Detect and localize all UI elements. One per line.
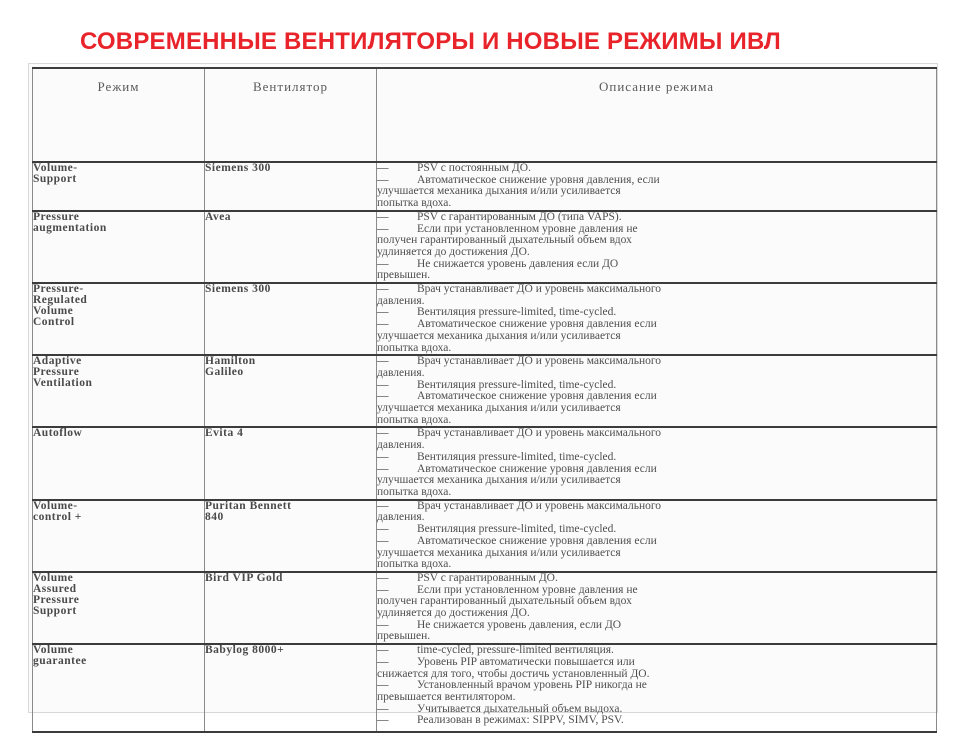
description-text: попытка вдоха. <box>377 197 452 210</box>
description-line <box>377 536 936 548</box>
bullet-dash: — <box>377 571 389 584</box>
description-cell <box>377 427 937 499</box>
description-line <box>377 475 936 487</box>
description-text: Автоматическое снижение уровня давления если <box>417 462 657 475</box>
bullet-dash: — <box>377 583 389 596</box>
ventilator-name-line: Siemens 300 <box>205 162 271 174</box>
ventilator-name-line: Hamilton <box>205 355 256 368</box>
description-text: Реализован в режимах: SIPPV, SIMV, PSV. <box>417 714 624 727</box>
description-text: PSV с постоянным ДО. <box>417 162 531 174</box>
description-line <box>377 212 936 224</box>
description-line <box>377 368 936 380</box>
description-line <box>377 403 936 415</box>
mode-name-line: Support <box>33 604 77 617</box>
bullet-dash: — <box>377 210 389 223</box>
description-text: Уровень PIP автоматически повышается или <box>417 655 635 668</box>
bullet-dash: — <box>377 644 389 657</box>
mode-name-line: Pressure- <box>33 283 84 296</box>
description-cell <box>377 500 937 572</box>
description-text: Вентиляция pressure-limited, time-cycled. <box>417 523 617 536</box>
mode-cell <box>33 644 205 732</box>
description-text: попытка вдоха. <box>377 341 452 354</box>
bullet-dash: — <box>377 655 389 668</box>
description-text: удлиняется до достижения ДО. <box>377 607 530 620</box>
description-cell <box>377 644 937 732</box>
mode-name-line: Volume <box>33 644 74 657</box>
mode-name-line: Assured <box>33 582 77 595</box>
ventilator-name-line: Bird VIP Gold <box>205 571 283 584</box>
header-description: Описание режима <box>377 68 937 162</box>
description-text: Не снижается уровень давления если ДО <box>417 257 619 270</box>
ventilator-cell <box>205 211 377 283</box>
table-row <box>33 500 937 572</box>
bullet-dash: — <box>377 523 389 536</box>
description-text: превышен. <box>377 269 431 282</box>
ventilator-name-line: Avea <box>205 210 232 223</box>
description-text: Автоматическое снижение уровня давления, если <box>417 173 660 186</box>
ventilator-cell <box>205 283 377 355</box>
description-line <box>377 428 936 440</box>
mode-name-line: control + <box>33 510 82 523</box>
bullet-dash: — <box>377 222 389 235</box>
description-text: превышается вентилятором. <box>377 690 516 703</box>
description-text: Вентиляция pressure-limited, time-cycled. <box>417 450 617 463</box>
description-text: Автоматическое снижение уровня давления если <box>417 318 657 331</box>
bullet-dash: — <box>377 378 389 391</box>
description-line <box>377 501 936 513</box>
mode-cell <box>33 283 205 355</box>
description-text: Врач устанавливает ДО и уровень максимального <box>417 355 662 368</box>
description-cell <box>377 211 937 283</box>
description-line <box>377 163 936 175</box>
ventilator-cell <box>205 500 377 572</box>
description-text: Вентиляция pressure-limited, time-cycled. <box>417 378 617 391</box>
description-line <box>377 284 936 296</box>
mode-cell <box>33 572 205 644</box>
ventilator-cell <box>205 355 377 427</box>
description-text: попытка вдоха. <box>377 558 452 571</box>
mode-name-line: Autoflow <box>33 427 83 440</box>
scanned-table-image <box>28 63 938 727</box>
bullet-dash: — <box>377 462 389 475</box>
description-text: PSV с гарантированным ДО. <box>417 571 558 584</box>
slide-title: СОВРЕМЕННЫЕ ВЕНТИЛЯТОРЫ И НОВЫЕ РЕЖИМЫ ИВЛ <box>80 28 781 55</box>
description-text: Автоматическое снижение уровня давления если <box>417 534 657 547</box>
ventilator-cell <box>205 644 377 732</box>
mode-name-line: Volume <box>33 571 74 584</box>
mode-name-line: Ventilation <box>33 377 93 390</box>
description-text: улучшается механика дыхания и/или усиливается <box>377 185 621 198</box>
mode-cell <box>33 162 205 211</box>
table-row <box>33 355 937 427</box>
description-text: Врач устанавливает ДО и уровень максимального <box>417 283 662 296</box>
description-line <box>377 186 936 198</box>
mode-name-line: Pressure <box>33 593 80 606</box>
description-line <box>377 270 936 282</box>
description-text: Если при установленном уровне давления не <box>417 583 638 596</box>
description-text: давления. <box>377 294 425 307</box>
header-ventilator: Вентилятор <box>205 68 377 162</box>
description-text: улучшается механика дыхания и/или усиливается <box>377 546 621 559</box>
mode-name-line: Volume- <box>33 162 78 174</box>
description-line <box>377 608 936 620</box>
ventilator-cell <box>205 162 377 211</box>
ventilator-cell <box>205 572 377 644</box>
ventilator-cell <box>205 427 377 499</box>
mode-cell <box>33 427 205 499</box>
bullet-dash: — <box>377 173 389 186</box>
table-row <box>33 283 937 355</box>
description-text: снижается для того, чтобы достичь установленный ДО. <box>377 667 650 680</box>
table-header-row <box>33 68 937 162</box>
bullet-dash: — <box>377 450 389 463</box>
bullet-dash: — <box>377 257 389 270</box>
bullet-dash: — <box>377 534 389 547</box>
mode-name-line: Support <box>33 173 77 185</box>
bullet-dash: — <box>377 702 389 715</box>
description-line <box>377 657 936 669</box>
table-row <box>33 162 937 211</box>
mode-name-line: Pressure <box>33 366 80 379</box>
description-line <box>377 259 936 271</box>
ventilator-name-line: Babylog 8000+ <box>205 644 285 657</box>
table-body <box>33 162 937 732</box>
mode-name-line: Volume <box>33 305 74 318</box>
description-line <box>377 356 936 368</box>
bullet-dash: — <box>377 283 389 296</box>
description-line <box>377 415 936 427</box>
mode-name-line: guarantee <box>33 655 87 668</box>
bullet-dash: — <box>377 427 389 440</box>
description-text: Врач устанавливает ДО и уровень максимального <box>417 499 662 512</box>
bullet-dash: — <box>377 162 389 174</box>
description-cell <box>377 572 937 644</box>
description-line <box>377 198 936 210</box>
bullet-dash: — <box>377 499 389 512</box>
description-line <box>377 631 936 643</box>
description-text: превышен. <box>377 630 431 643</box>
description-cell <box>377 162 937 211</box>
bullet-dash: — <box>377 679 389 692</box>
description-line <box>377 573 936 585</box>
bullet-dash: — <box>377 318 389 331</box>
ventilator-name-line: Galileo <box>205 366 244 379</box>
bullet-dash: — <box>377 355 389 368</box>
mode-name-line: Volume- <box>33 499 78 512</box>
description-line <box>377 487 936 499</box>
description-line <box>377 715 936 727</box>
description-line <box>377 343 936 355</box>
description-line <box>377 331 936 343</box>
description-text: Установленный врачом уровень PIP никогда не <box>417 679 647 692</box>
description-line <box>377 452 936 464</box>
description-text: улучшается механика дыхания и/или усиливается <box>377 329 621 342</box>
description-text: улучшается механика дыхания и/или усиливается <box>377 402 621 415</box>
bullet-dash: — <box>377 618 389 631</box>
table-row <box>33 211 937 283</box>
description-text: time-cycled, pressure-limited вентиляция. <box>417 644 614 657</box>
description-text: удлиняется до достижения ДО. <box>377 245 530 258</box>
description-cell <box>377 355 937 427</box>
mode-name-line: augmentation <box>33 221 107 234</box>
description-text: Если при установленном уровне давления не <box>417 222 638 235</box>
header-mode: Режим <box>33 68 205 162</box>
mode-name-line: Pressure <box>33 210 80 223</box>
table-row <box>33 572 937 644</box>
description-text: Учитывается дыхательный объем выдоха. <box>417 702 623 715</box>
description-text: давления. <box>377 511 425 524</box>
description-text: Врач устанавливает ДО и уровень максимального <box>417 427 662 440</box>
description-line <box>377 559 936 571</box>
ventilator-name-line: 840 <box>205 510 224 523</box>
mode-cell <box>33 500 205 572</box>
description-line <box>377 247 936 259</box>
table-row <box>33 644 937 732</box>
ventilator-name-line: Puritan Bennett <box>205 499 292 512</box>
description-line <box>377 548 936 560</box>
ventilator-name-line: Siemens 300 <box>205 283 271 296</box>
description-text: попытка вдоха. <box>377 485 452 498</box>
bullet-dash: — <box>377 714 389 727</box>
mode-name-line: Adaptive <box>33 355 82 368</box>
description-text: Вентиляция pressure-limited, time-cycled. <box>417 306 617 319</box>
ventilation-modes-table <box>32 67 937 733</box>
bullet-dash: — <box>377 306 389 319</box>
description-text: получен гарантированный дыхательный объем вдох <box>377 595 632 608</box>
bullet-dash: — <box>377 390 389 403</box>
description-text: PSV с гарантированным ДО (типа VAPS). <box>417 210 622 223</box>
description-text: получен гарантированный дыхательный объем вдох <box>377 234 632 247</box>
mode-name-line: Control <box>33 316 75 329</box>
mode-cell <box>33 211 205 283</box>
description-text: давления. <box>377 366 425 379</box>
description-line <box>377 692 936 704</box>
ventilator-name-line: Evita 4 <box>205 427 244 440</box>
mode-name-line: Regulated <box>33 294 88 307</box>
description-cell <box>377 283 937 355</box>
description-text: Автоматическое снижение уровня давления если <box>417 390 657 403</box>
mode-cell <box>33 355 205 427</box>
description-text: попытка вдоха. <box>377 413 452 426</box>
description-text: давления. <box>377 439 425 452</box>
description-text: Не снижается уровень давления, если ДО <box>417 618 622 631</box>
description-text: улучшается механика дыхания и/или усиливается <box>377 474 621 487</box>
table-row <box>33 427 937 499</box>
description-line <box>377 620 936 632</box>
